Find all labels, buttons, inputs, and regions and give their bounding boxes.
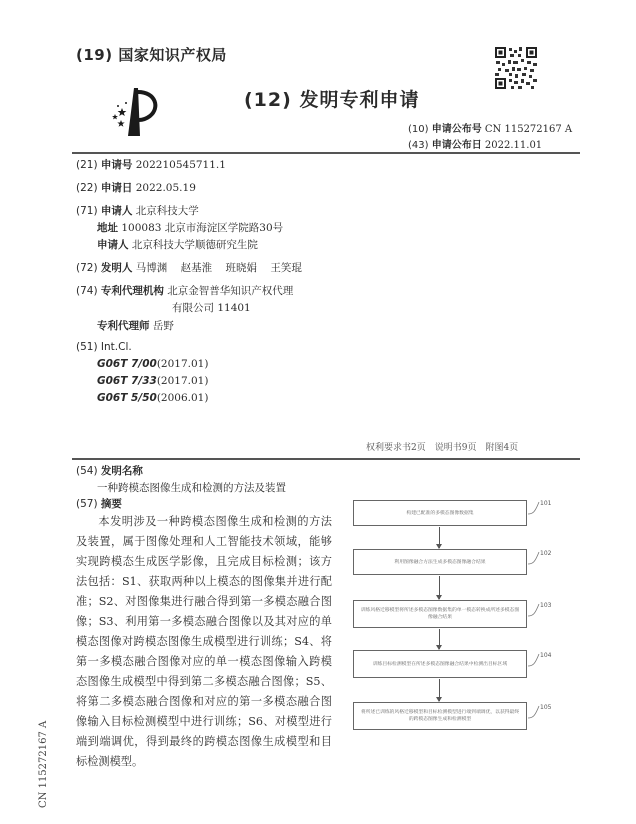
flowchart-arrow — [439, 576, 440, 599]
ipc-version: (2017.01) — [156, 375, 209, 387]
field-code: (72) — [76, 262, 98, 274]
invention-title-heading — [76, 463, 143, 478]
flowchart-step-number: 102 — [540, 550, 552, 557]
publication-number-label: 申请公布号 — [431, 124, 482, 135]
field-code: (51) — [76, 341, 98, 353]
field-value: 有限公司 11401 — [172, 302, 251, 314]
flowchart-step-104: 训练目标检测模型在所述多模态图像融合结果中检测出目标区域 — [353, 650, 527, 678]
leader-line — [528, 552, 539, 564]
document-type — [244, 85, 419, 112]
abstract-text — [76, 512, 332, 772]
field-value: 2022.05.19 — [135, 182, 196, 194]
field-label: Int.Cl. — [100, 341, 132, 353]
ipc-version: (2017.01) — [156, 358, 209, 370]
field-label: 申请号 — [100, 159, 133, 171]
field-label: 摘要 — [100, 498, 122, 510]
flowchart-step-number: 101 — [540, 500, 552, 507]
flowchart-arrow — [439, 629, 440, 649]
abstract-divider — [72, 458, 580, 460]
publication-number — [408, 120, 572, 135]
inventor-name: 赵基淮 — [180, 262, 213, 274]
field-label: 地址 — [97, 222, 118, 234]
ipc-class — [97, 375, 208, 387]
qr-code-icon — [494, 46, 538, 90]
ipc-symbol: G06T 7/33 — [97, 375, 157, 387]
field-code: (57) — [76, 498, 98, 510]
field-value: 北京科技大学 — [135, 205, 199, 217]
application-date — [76, 180, 196, 195]
leader-line — [528, 654, 539, 666]
header-divider — [72, 152, 580, 154]
ipc-class — [97, 392, 208, 404]
field-code: (74) — [76, 285, 98, 297]
publication-date-label: 申请公布日 — [431, 140, 482, 151]
co-applicant — [97, 237, 258, 252]
invention-title — [97, 480, 286, 495]
side-publication-number: CN 115272167 A — [38, 720, 49, 808]
field-value: 100083 北京市海淀区学院路30号 — [121, 222, 284, 234]
ipc-symbol: G06T 7/00 — [97, 358, 157, 370]
applicant-address — [97, 220, 283, 235]
applicant — [76, 203, 199, 218]
field-value: 202210545711.1 — [135, 159, 226, 171]
flowchart-step-105: 将所述已训练的风格迁移模型和目标检测模型进行端到端调优，以获得最终的跨模态图像生成和检测模型 — [353, 702, 527, 730]
inventor-name: 王笑琨 — [270, 262, 302, 274]
ipc-classification — [76, 341, 132, 353]
publication-date — [408, 136, 542, 151]
leader-line — [528, 502, 539, 514]
field-code: (21) — [76, 159, 98, 171]
inventors — [76, 260, 302, 275]
field-label: 专利代理师 — [97, 320, 150, 332]
field-label: 发明名称 — [100, 465, 143, 477]
field-value: 北京金智普华知识产权代理 — [167, 285, 294, 297]
publication-number-value: CN 115272167 A — [484, 124, 573, 135]
ipc-class — [97, 358, 208, 370]
invention-title-text: 一种跨模态图像生成和检测的方法及装置 — [97, 482, 286, 494]
field-code: (71) — [76, 205, 98, 217]
field-code: (22) — [76, 182, 98, 194]
publication-date-code: (43) — [408, 140, 429, 151]
application-number — [76, 157, 226, 172]
publication-date-value: 2022.11.01 — [484, 140, 543, 151]
field-label: 发明人 — [100, 262, 133, 274]
inventor-name: 马博渊 — [135, 262, 168, 274]
leader-line — [528, 706, 539, 718]
patent-agency-line2 — [172, 300, 251, 315]
flowchart-step-101: 构建已配准的多模态图像数据集 — [353, 500, 527, 526]
ipc-version: (2006.01) — [156, 392, 209, 404]
leader-line — [528, 604, 539, 616]
field-value: 北京科技大学顺德研究生院 — [131, 239, 258, 251]
flowchart-arrow — [439, 679, 440, 701]
office-code: (19) — [76, 46, 113, 64]
field-code: (54) — [76, 465, 98, 477]
field-label: 申请人 — [100, 205, 133, 217]
flowchart-step-102: 利用图像融合方法生成多模态图像融合结果 — [353, 549, 527, 575]
doc-type-label: 发明专利申请 — [299, 89, 420, 111]
field-value: 岳野 — [152, 320, 174, 332]
flowchart-step-number: 104 — [540, 652, 552, 659]
flowchart-step-103: 训练风格迁移模型将所述多模态图像数据集的单一模态转换成所述多模态图像融合结果 — [353, 600, 527, 628]
cnipa-logo-icon — [104, 86, 164, 136]
ipc-symbol: G06T 5/50 — [97, 392, 157, 404]
publication-number-code: (10) — [408, 124, 429, 135]
flowchart-step-number: 105 — [540, 704, 552, 711]
office-name: 国家知识产权局 — [118, 46, 227, 64]
flowchart-leader-lines — [527, 498, 543, 738]
flowchart-step-number: 103 — [540, 602, 552, 609]
abstract-paragraph: 本发明涉及一种跨模态图像生成和检测的方法及装置，属于图像处理和人工智能技术领域，能够实现跨模态生成医学影像，且完成目标检测；该方法包括：S1、获取两种以上模态的图像集并进行配准；S2、对图像集进行融合得到第一多模态融合图像；S3、利用第一多模态融合图像以及其对应的单模态图像对跨模态图像生成模型进行训练；S4、将第一多模态融合图像对应的单一模态图像输入跨模态图像生成模型中得到第二多模态融合图像；S5、将第二多模态融合图像和对应的第一多模态融合图像输入目标检测模型中进行训练；S6、对模型进行端到端调优，得到最终的跨模态图像生成模型和目标检测模型。 — [76, 515, 332, 768]
patent-agency — [76, 283, 293, 298]
field-label: 专利代理机构 — [100, 285, 164, 297]
issuing-office — [76, 44, 227, 65]
flowchart-arrow — [439, 527, 440, 548]
field-label: 申请日 — [100, 182, 133, 194]
page-counts: 权利要求书2页 说明书9页 附图4页 — [366, 443, 519, 453]
doc-type-code: (12) — [244, 89, 292, 111]
abstract-heading — [76, 496, 122, 511]
patent-agent — [97, 318, 174, 333]
field-label: 申请人 — [97, 239, 129, 251]
inventor-name: 班晓娟 — [225, 262, 257, 274]
